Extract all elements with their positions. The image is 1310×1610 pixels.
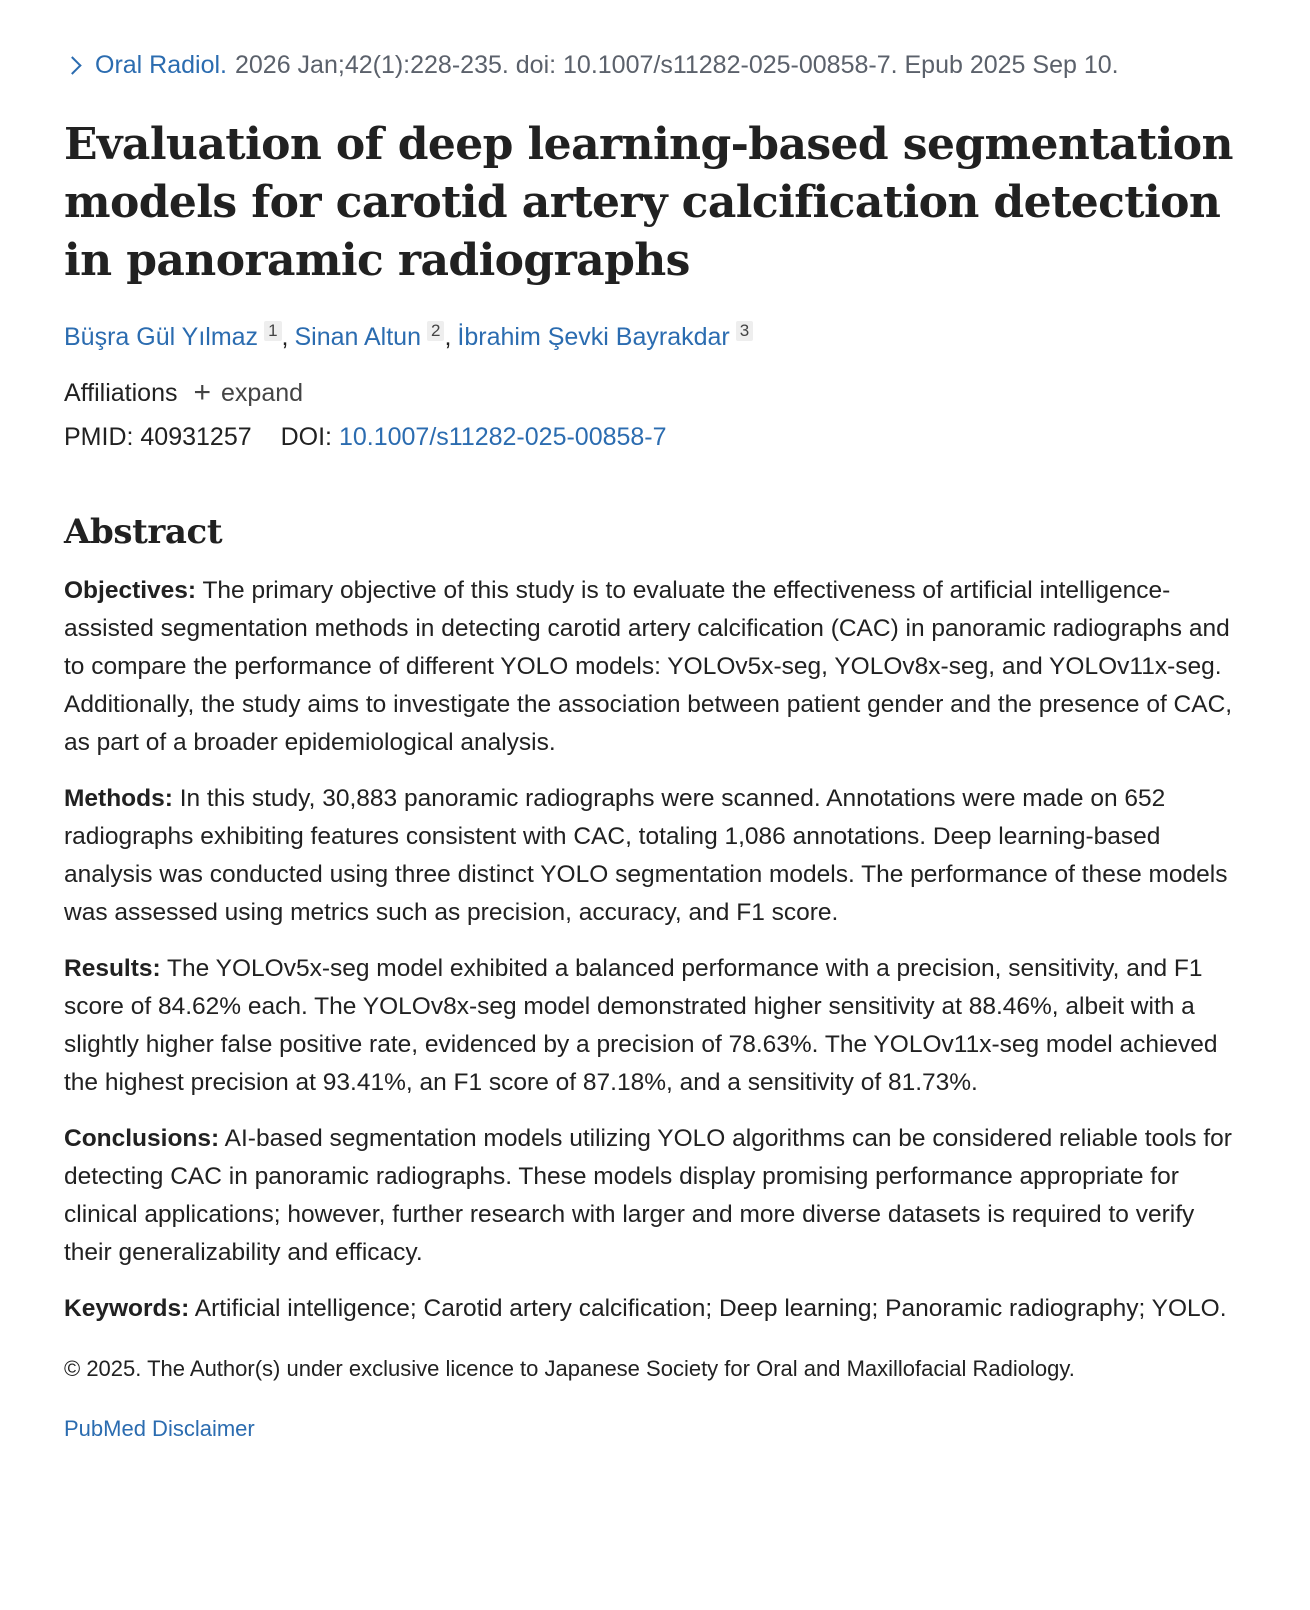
author-link[interactable]: Büşra Gül Yılmaz	[64, 323, 259, 351]
expand-affiliations-button[interactable]: expand	[221, 379, 304, 407]
abstract-results	[64, 950, 1246, 1102]
affiliation-number[interactable]: 2	[427, 321, 444, 341]
abstract-conclusions	[64, 1120, 1246, 1272]
abstract-body	[64, 572, 1246, 1328]
section-text: AI-based segmentation models utilizing YOLO algorithms can be considered reliable tools for detecting CAC in panoramic radiographs. These models display promising performance appropriate for clinical applications; however, further research with larger and more diverse datasets is required to verify their generalizability and efficacy.	[64, 1125, 1232, 1266]
section-text: The YOLOv5x-seg model exhibited a balanced performance with a precision, sensitivity, and F1 score of 84.62% each. The YOLOv8x-seg model demonstrated higher sensitivity at 88.46%, albeit with a slightly higher false positive rate, evidenced by a precision of 78.63%. The YOLOv11x-seg model achieved the highest precision at 93.41%, an F1 score of 87.18%, and a sensitivity of 81.73%.	[64, 955, 1218, 1096]
citation-details: 2026 Jan;42(1):228-235. doi: 10.1007/s11282-025-00858-7. Epub 2025 Sep 10.	[235, 51, 1119, 79]
section-label: Keywords:	[64, 1295, 190, 1322]
pmid-label: PMID:	[64, 423, 134, 451]
author-list	[64, 320, 1246, 354]
section-text: The primary objective of this study is to evaluate the effectiveness of artificial intelligence-assisted segmentation methods in detecting carotid artery calcification (CAC) in panoramic radiographs and to compare the performance of different YOLO models: YOLOv5x-seg, YOLOv8x-seg, and YOLOv11x-seg. Additionally, the study aims to investigate the association between patient gender and the presence of CAC, as part of a broader epidemiological analysis.	[64, 577, 1233, 756]
section-label: Methods:	[64, 785, 173, 812]
author-separator: ,	[281, 323, 289, 351]
section-label: Results:	[64, 955, 161, 982]
section-text: Artificial intelligence; Carotid artery calcification; Deep learning; Panoramic radiography; YOLO.	[194, 1295, 1227, 1322]
author-link[interactable]: Sinan Altun	[294, 323, 421, 351]
affiliations-label: Affiliations	[64, 379, 178, 407]
section-label: Objectives:	[64, 577, 197, 604]
affiliation-number[interactable]: 3	[736, 321, 753, 341]
abstract-keywords	[64, 1290, 1246, 1328]
citation-line	[64, 48, 1246, 82]
journal-link[interactable]: Oral Radiol.	[95, 51, 227, 79]
abstract-objectives	[64, 572, 1246, 762]
pmid-value: 40931257	[140, 423, 252, 451]
copyright-notice: © 2025. The Author(s) under exclusive licence to Japanese Society for Oral and Maxillofacial Radiology.	[64, 1356, 1075, 1381]
author-link[interactable]: İbrahim Şevki Bayrakdar	[457, 323, 730, 351]
affiliations-row	[64, 376, 1246, 410]
doi-label: DOI:	[280, 423, 332, 451]
plus-icon[interactable]: +	[193, 376, 212, 409]
doi-link[interactable]: 10.1007/s11282-025-00858-7	[338, 423, 667, 451]
pubmed-disclaimer-link[interactable]: PubMed Disclaimer	[64, 1416, 255, 1441]
affiliation-number[interactable]: 1	[264, 321, 281, 341]
identifiers-row	[64, 420, 1246, 454]
chevron-right-icon[interactable]	[63, 56, 81, 74]
disclaimer-row	[64, 1414, 1246, 1444]
abstract-heading: Abstract	[64, 512, 223, 552]
abstract-methods	[64, 780, 1246, 932]
author-separator: ,	[444, 323, 452, 351]
section-text: In this study, 30,883 panoramic radiographs were scanned. Annotations were made on 652 radiographs exhibiting features consistent with CAC, totaling 1,086 annotations. Deep learning-based analysis was conducted using three distinct YOLO segmentation models. The performance of these models was assessed using metrics such as precision, accuracy, and F1 score.	[64, 785, 1228, 926]
article-title: Evaluation of deep learning-based segmentation models for carotid artery calcification detection in panoramic radiographs	[64, 119, 1233, 286]
section-label: Conclusions:	[64, 1125, 220, 1152]
